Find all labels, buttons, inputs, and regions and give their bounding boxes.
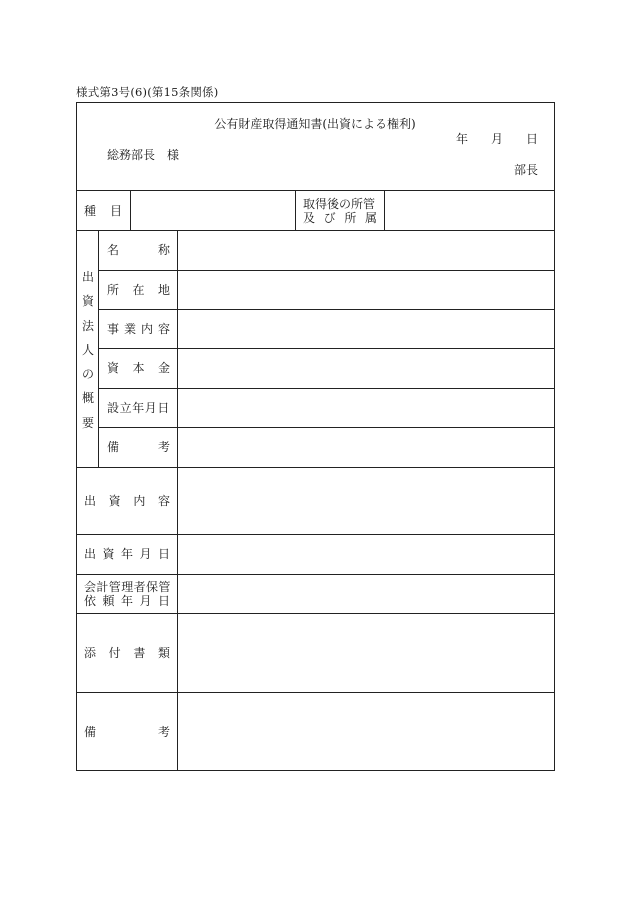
investee-business-label: 事 業 内 容: [107, 322, 170, 336]
rule-kind-bottom: [76, 230, 555, 231]
rule-jurisdiction-divider: [384, 190, 385, 230]
rule-label-column: [177, 230, 178, 771]
rule-group-divider: [98, 230, 99, 467]
investment-details-label: 出 資 内 容: [84, 494, 170, 508]
kind-label: 種 目: [84, 204, 122, 218]
remarks-label: 備 考: [84, 725, 170, 739]
date-month-label: 月: [491, 132, 504, 146]
rule-investee-5: [98, 427, 555, 428]
addressee: 総務部長 様: [107, 148, 180, 162]
rule-kind-value-end: [295, 190, 296, 230]
form-number-label: 様式第3号(6)(第15条関係): [76, 85, 219, 99]
jurisdiction-label-line1: 取得後の所管: [303, 197, 376, 211]
custody-date-label-line1: 会計管理者保管: [84, 580, 171, 594]
rule-investee-4: [98, 388, 555, 389]
investment-date-label: 出 資 年 月 日: [84, 547, 170, 561]
rule-attachments-bottom: [76, 692, 555, 693]
rule-investee-bottom: [76, 467, 555, 468]
sender-title: 部長: [514, 163, 539, 177]
rule-investee-2: [98, 309, 555, 310]
rule-investee-3: [98, 348, 555, 349]
investee-group-label: 出 資 法 人 の 概 要: [81, 270, 94, 430]
investee-remarks-label: 備 考: [107, 440, 170, 454]
rule-kind-divider: [130, 190, 131, 230]
rule-custody-bottom: [76, 613, 555, 614]
investee-address-label: 所 在 地: [107, 283, 170, 297]
date-day-label: 日: [526, 132, 539, 146]
rule-date-bottom: [76, 574, 555, 575]
custody-date-label-line2: 依 頼 年 月 日: [84, 594, 170, 608]
rule-investee-1: [98, 270, 555, 271]
rule-header-bottom: [76, 190, 555, 191]
investee-established-label: 設立年月日: [107, 401, 171, 415]
document-title: 公有財産取得通知書(出資による権利): [214, 117, 416, 131]
attachments-label: 添 付 書 類: [84, 646, 170, 660]
investee-name-label: 名 称: [107, 243, 170, 257]
rule-details-bottom: [76, 534, 555, 535]
date-year-label: 年: [456, 132, 469, 146]
investee-capital-label: 資 本 金: [107, 361, 170, 375]
jurisdiction-label-line2: 及 び 所 属: [303, 211, 377, 225]
